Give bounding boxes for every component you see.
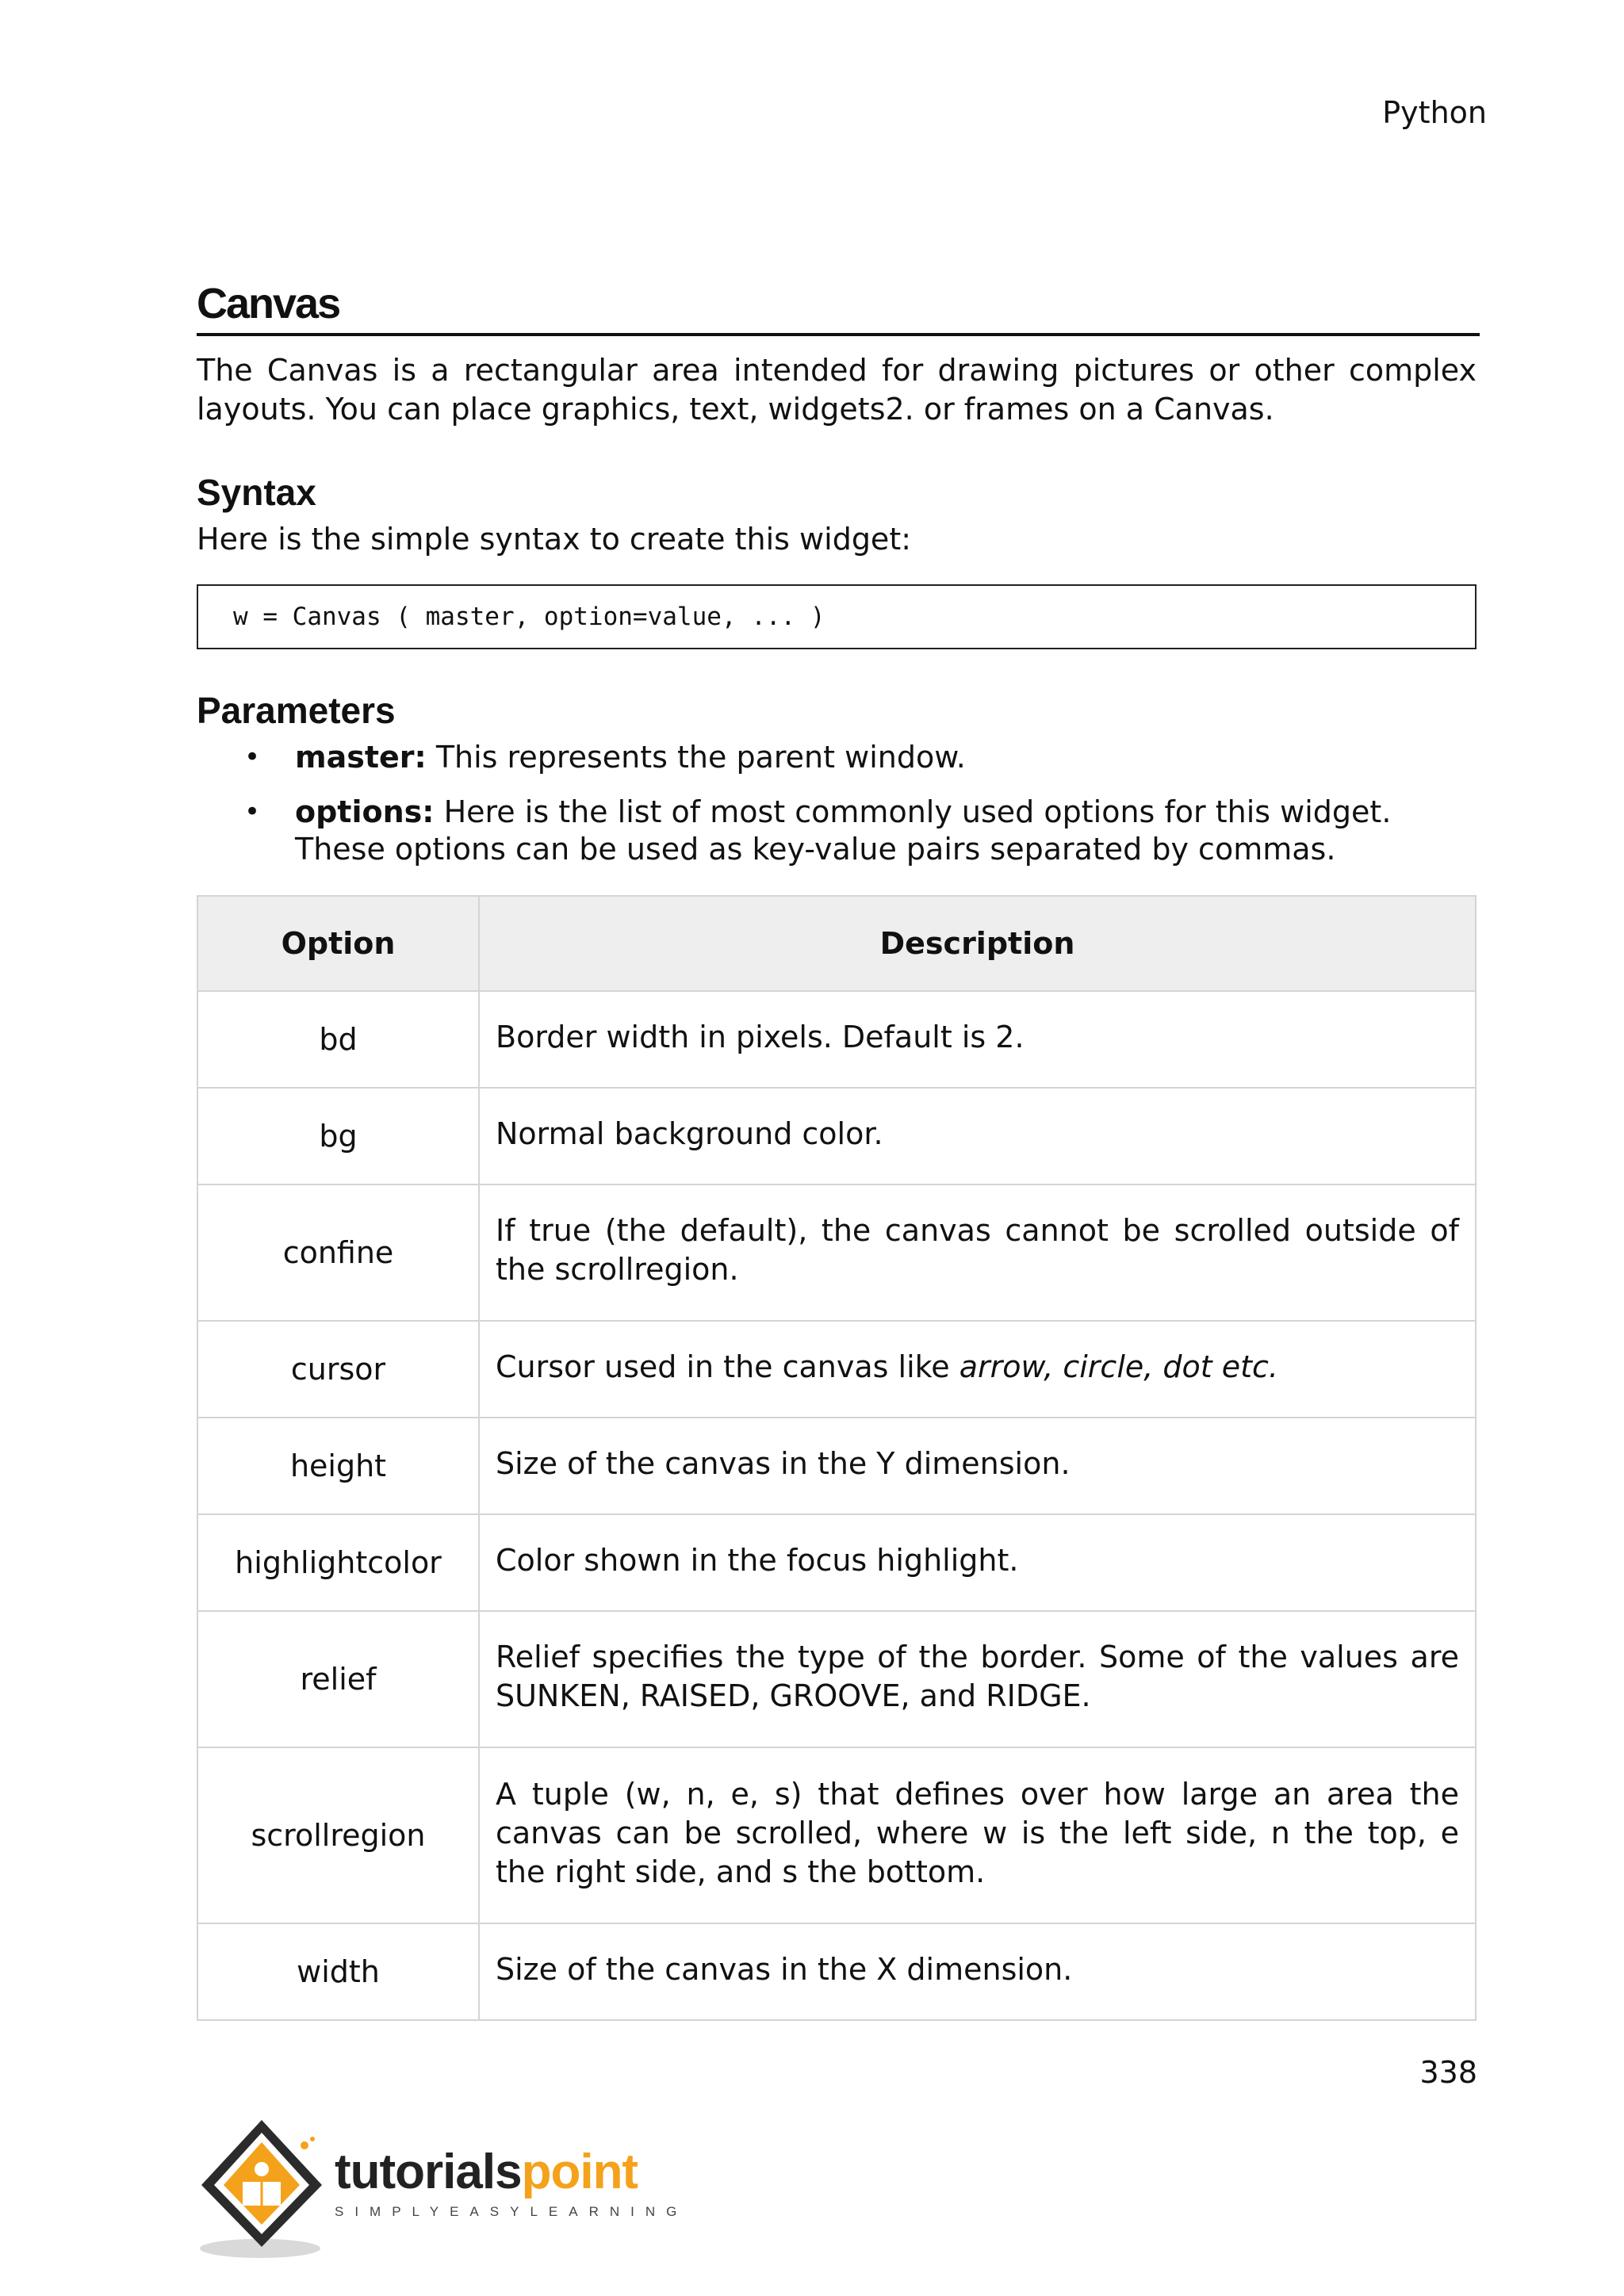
description-cell: Normal background color.	[479, 1088, 1476, 1184]
logo-wordmark	[335, 2144, 638, 2200]
table-row	[197, 1184, 1476, 1321]
intro-paragraph: The Canvas is a rectangular area intended for drawing pictures or other complex layouts. You can place graphics, text, widgets2. or frames on a Canvas.	[197, 353, 1477, 427]
option-cell: width	[197, 1923, 479, 2020]
syntax-description: Here is the simple syntax to create this widget:	[197, 522, 912, 557]
logo-tagline: SIMPLYEASYLEARNING	[335, 2204, 688, 2219]
param-term: options:	[295, 794, 435, 829]
option-cell: bd	[197, 991, 479, 1088]
list-item	[197, 739, 1477, 776]
option-cell: relief	[197, 1611, 479, 1747]
section-title: Canvas	[197, 279, 1480, 336]
description-cell	[479, 1321, 1476, 1418]
description-cell: If true (the default), the canvas cannot be scrolled outside of the scrollregion.	[479, 1184, 1476, 1321]
table-row	[197, 1611, 1476, 1747]
description-cell: Size of the canvas in the X dimension.	[479, 1923, 1476, 2020]
logo-diamond-icon	[195, 2115, 338, 2263]
description-cell: Color shown in the focus highlight.	[479, 1514, 1476, 1611]
code-block	[197, 584, 1477, 649]
table-row	[197, 1923, 1476, 2020]
option-cell: highlightcolor	[197, 1514, 479, 1611]
table-row	[197, 1418, 1476, 1514]
running-header: Python	[1382, 95, 1487, 130]
option-cell: cursor	[197, 1321, 479, 1418]
column-header-option: Option	[197, 896, 479, 991]
bullet-icon: •	[244, 741, 261, 773]
description-cell: Relief specifies the type of the border. Some of the values are SUNKEN, RAISED, GROOVE, and RIDGE.	[479, 1611, 1476, 1747]
table-row	[197, 1747, 1476, 1923]
tutorialspoint-logo	[195, 2115, 687, 2263]
table-row	[197, 991, 1476, 1088]
table-row	[197, 1321, 1476, 1418]
logo-word-accent: point	[521, 2145, 638, 2199]
option-cell: confine	[197, 1184, 479, 1321]
param-term: master:	[295, 740, 427, 775]
param-text: This represents the parent window.	[426, 740, 966, 775]
bullet-icon: •	[244, 796, 261, 828]
logo-word-dark: tutorials	[335, 2145, 522, 2199]
parameters-list	[197, 739, 1477, 886]
code-text: w = Canvas ( master, option=value, ... )	[233, 603, 825, 631]
description-cell: Size of the canvas in the Y dimension.	[479, 1418, 1476, 1514]
table-row	[197, 1088, 1476, 1184]
description-cell: A tuple (w, n, e, s) that defines over how large an area the canvas can be scrolled, where w is the left side, n the top, e the right side, and s the bottom.	[479, 1747, 1476, 1923]
table-row	[197, 1514, 1476, 1611]
options-table	[197, 895, 1477, 2021]
option-cell: scrollregion	[197, 1747, 479, 1923]
parameters-heading: Parameters	[197, 690, 396, 731]
description-cell: Border width in pixels. Default is 2.	[479, 991, 1476, 1088]
description-text: Cursor used in the canvas like	[496, 1349, 959, 1384]
page-number: 338	[1419, 2055, 1477, 2090]
option-cell: bg	[197, 1088, 479, 1184]
param-text: Here is the list of most commonly used options for this widget. These options can be used as key-value pairs separated by commas.	[295, 794, 1392, 867]
syntax-heading: Syntax	[197, 472, 316, 513]
option-cell: height	[197, 1418, 479, 1514]
table-header-row	[197, 896, 1476, 991]
list-item	[197, 794, 1477, 868]
description-italic: arrow, circle, dot etc.	[959, 1349, 1279, 1384]
column-header-description: Description	[479, 896, 1476, 991]
